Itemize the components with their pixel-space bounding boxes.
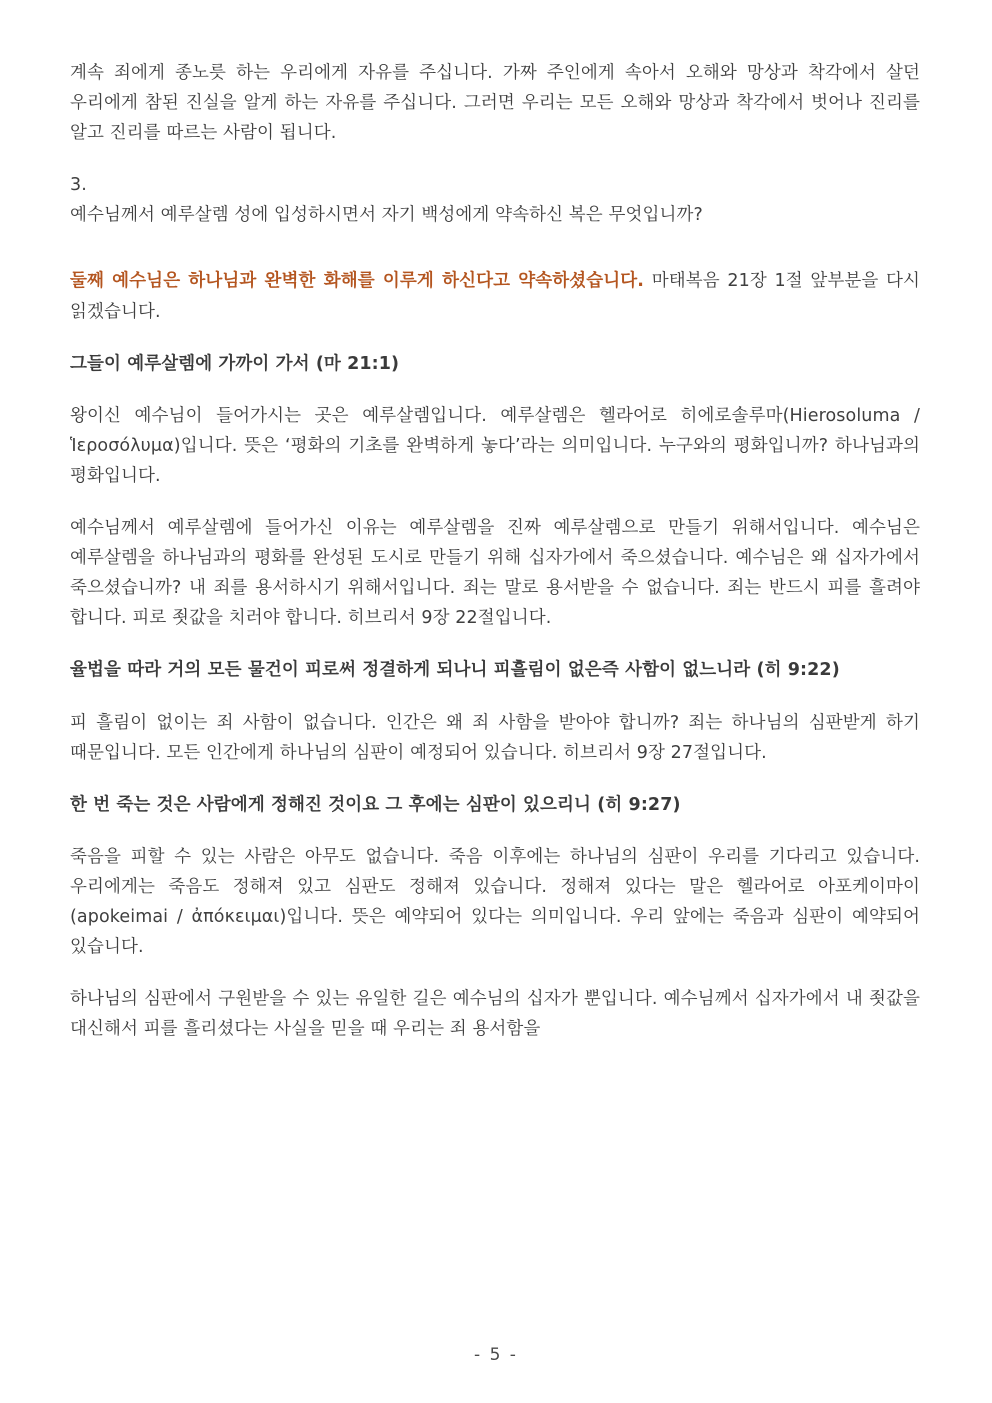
- page-number: - 5 -: [474, 1345, 518, 1365]
- paragraph-judgment: 피 흘림이 없이는 죄 사함이 없습니다. 인간은 왜 죄 사함을 받아야 합니까? 죄는 하나님의 심판받게 하기 때문입니다. 모든 인간에게 하나님의 심판이 예정되어 있습니다. 히브리서 9장 27절입니다.: [70, 712, 920, 763]
- scripture-quote-3: 한 번 죽는 것은 사람에게 정해진 것이요 그 후에는 심판이 있으리니 (히 9:27): [70, 794, 681, 815]
- question-number: 3.: [70, 175, 87, 196]
- paragraph-salvation: 하나님의 심판에서 구원받을 수 있는 유일한 길은 예수님의 십자가 뿐입니다. 예수님께서 십자가에서 내 죗값을 대신해서 피를 흘리셨다는 사실을 믿을 때 우리는 죄 용서함을: [70, 989, 920, 1040]
- section-heading-tail: 마태복음 21장 1절 앞부분을 다시 읽겠습니다.: [70, 271, 921, 322]
- spacer-before-heading: [70, 252, 920, 266]
- paragraph-jerusalem: 왕이신 예수님이 들어가시는 곳은 예루살렘입니다. 예루살렘은 헬라어로 히에로솔루마(Hierosoluma / Ἱεροσόλυμα)입니다. 뜻은 ‘평화의 기초를 완벽하게 놓다’라는 의미입니다. 누구와의 평화입니까? 하나님과의 평화입니다.: [70, 405, 920, 486]
- paragraph-reason: 예수님께서 예루살렘에 들어가신 이유는 예루살렘을 진짜 예루살렘으로 만들기 위해서입니다. 예수님은 예루살렘을 하나님과의 평화를 완성된 도시로 만들기 위해 십자가에서 죽으셨습니다. 예수님은 왜 십자가에서 죽으셨습니까? 내 죄를 용서하시기 위해서입니다. 죄는 말로 용서받을 수 없습니다. 죄는 반드시 피를 흘려야 합니다. 피로 죗값을 치러야 합니다. 히브리서 9장 22절입니다.: [70, 518, 920, 629]
- section-heading-accent: 둘째 예수님은 하나님과 완벽한 화해를 이루게 하신다고 약속하셨습니다.: [70, 271, 645, 292]
- paragraph-death: 죽음을 피할 수 있는 사람은 아무도 없습니다. 죽음 이후에는 하나님의 심판이 우리를 기다리고 있습니다. 우리에게는 죽음도 정해져 있고 심판도 정해져 있습니다. 정해져 있다는 말은 헬라어로 아포케이마이(apokeimai / ἀπόκειμαι)입니다. 뜻은 예약되어 있다는 의미입니다. 우리 앞에는 죽음과 심판이 예약되어 있습니다.: [70, 846, 920, 958]
- paragraph-intro: 계속 죄에게 종노릇 하는 우리에게 자유를 주십니다. 가짜 주인에게 속아서 오해와 망상과 착각에서 살던 우리에게 참된 진실을 알게 하는 자유를 주십니다. 그러면 우리는 모든 오해와 망상과 착각에서 벗어나 진리를 알고 진리를 따르는 사람이 됩니다.: [70, 63, 920, 144]
- section-heading: [70, 266, 920, 326]
- question-text: 예수님께서 예루살렘 성에 입성하시면서 자기 백성에게 약속하신 복은 무엇입니까?: [70, 205, 703, 226]
- document-body: [70, 58, 920, 1044]
- scripture-quote-1: 그들이 예루살렘에 가까이 가서 (마 21:1): [70, 353, 400, 374]
- scripture-quote-2: 율법을 따라 거의 모든 물건이 피로써 정결하게 되나니 피흘림이 없은즉 사함이 없느니라 (히 9:22): [70, 660, 840, 681]
